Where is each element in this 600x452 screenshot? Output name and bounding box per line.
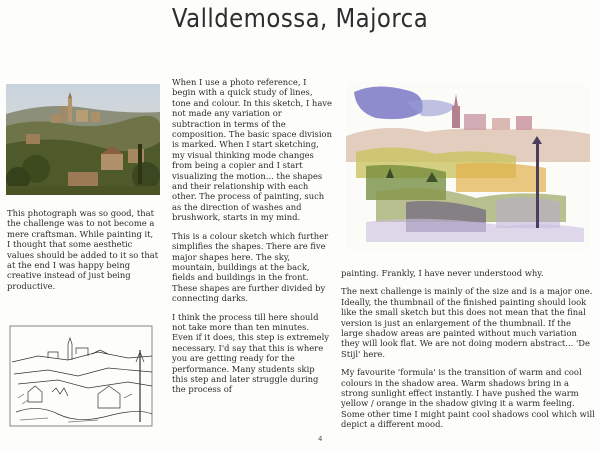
paragraph: My favourite 'formula' is the transition of warm and cool colours in the shadow area. Warm shadows bring in a strong sunlight effect instantly. I have pushed the warm yellow / orange in the shadow giving it a warm feeling. Some other time I might paint cool shadows cool which will depict a different mood.	[341, 367, 595, 430]
right-column-text	[341, 268, 595, 438]
paragraph: I think the process till here should not take more than ten minutes. Even if it does, this step is extremely necessary. I'd say that this is where you are getting ready for the performance. Many students skip this step and later struggle during the process of	[172, 311, 329, 395]
pencil-sketch	[8, 322, 156, 430]
page-title: Valldemossa, Majorca	[171, 4, 429, 34]
paragraph: When I use a photo reference, I begin with a quick study of lines, tone and colour. In this sketch, I have not made any variation or subtraction in terms of the composition. The basic space division is marked. When I start sketching, my visual thinking mode changes from being a copier and I start visualizing the motion... the shapes and their relationship with each other. The process of painting, such as the direction of washes and brushwork, starts in my mind.	[172, 77, 332, 223]
paragraph: This is a colour sketch which further simplifies the shapes. There are five major shapes here. The sky, mountain, buildings at the back, fields and buildings in the front. These shapes are further divided by connecting darks.	[172, 230, 329, 304]
watercolour-painting	[346, 82, 590, 250]
middle-column-text	[172, 77, 332, 403]
page-number: 4	[318, 435, 323, 443]
left-column-text	[7, 208, 159, 299]
paragraph: The next challenge is mainly of the size and is a major one. Ideally, the thumbnail of the finished painting should look like the small sketch but this does not mean that the final version is just an enlargement of the thumbnail. If the large shadow areas are painted without much variation they will look flat. We are not doing modern abstract... 'De Stijl' here.	[341, 286, 593, 359]
paragraph: painting. Frankly, I have never understood why.	[341, 268, 544, 278]
village-photo	[6, 84, 160, 195]
paragraph: This photograph was so good, that the challenge was to not become a mere craftsman. While painting it, I thought that some aesthetic values should be added to it so that at the end I was happy being creative instead of just being productive.	[7, 208, 159, 291]
